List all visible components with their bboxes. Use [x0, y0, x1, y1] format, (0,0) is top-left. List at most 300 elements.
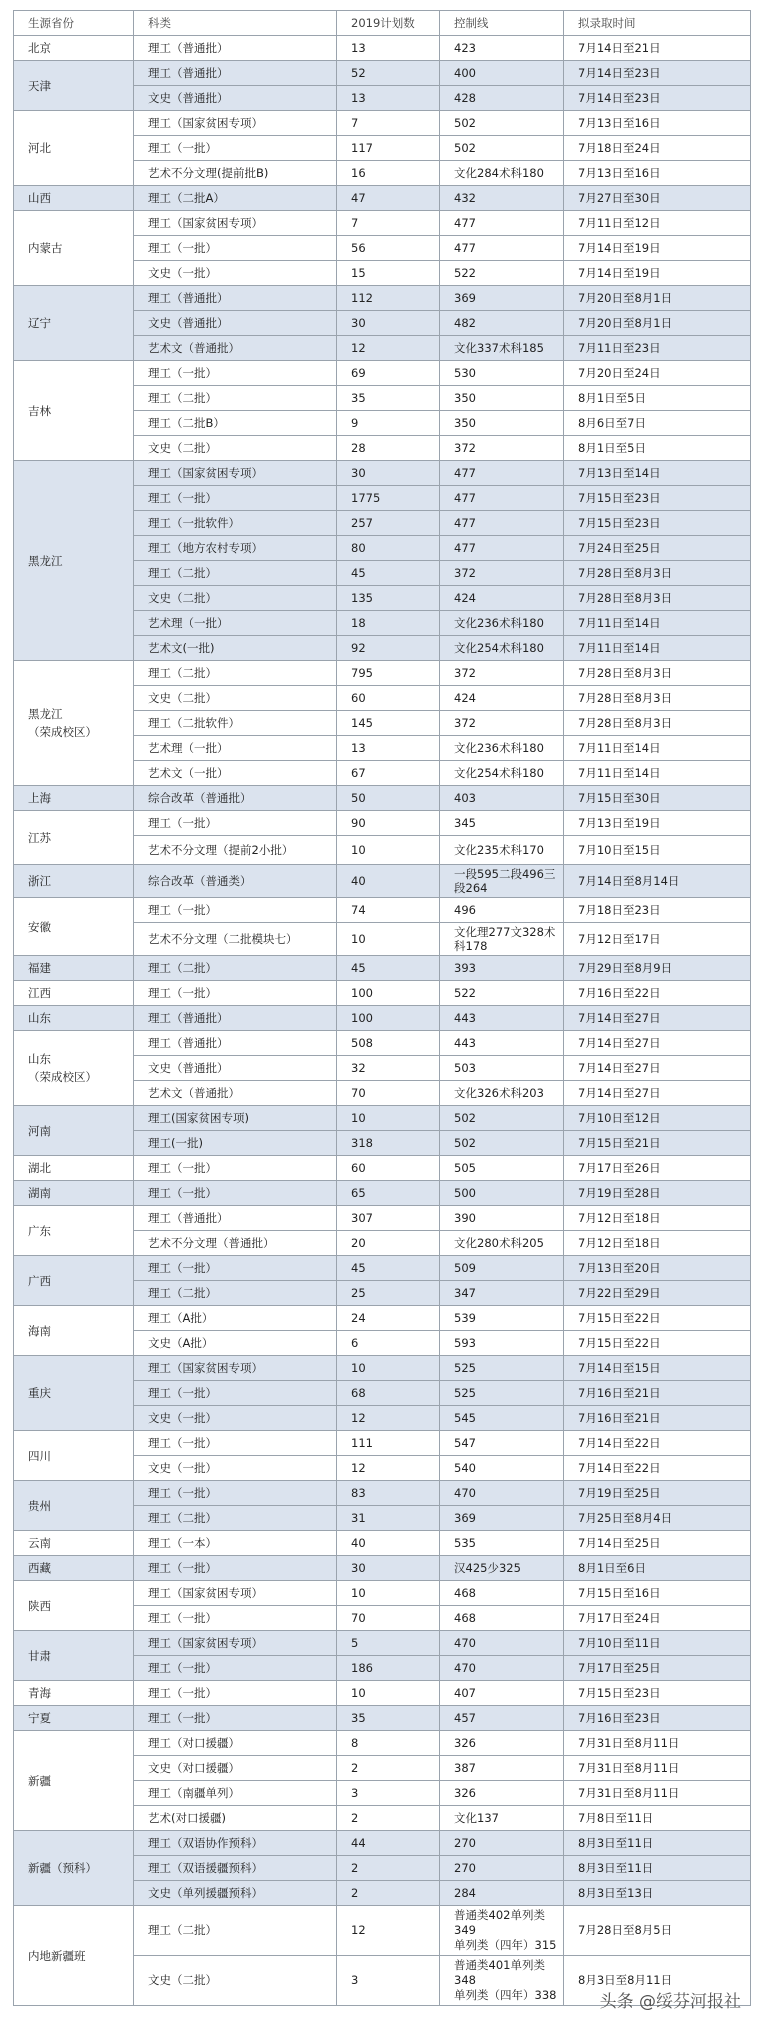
admission-time-cell: 7月15日至21日: [564, 1131, 751, 1156]
control-line-cell: 545: [440, 1406, 564, 1431]
admission-time-cell: 7月14日至27日: [564, 1081, 751, 1106]
admission-time-cell: 7月20日至8月1日: [564, 286, 751, 311]
plan-count-cell: 795: [337, 661, 440, 686]
province-cell: 山东 （荣成校区）: [14, 1031, 134, 1106]
table-row: [14, 461, 751, 486]
control-line-cell: 文化236术科180: [440, 736, 564, 761]
province-cell: 安徽: [14, 898, 134, 956]
admission-time-cell: 7月12日至18日: [564, 1206, 751, 1231]
province-cell: 西藏: [14, 1556, 134, 1581]
province-cell: 内地新疆班: [14, 1906, 134, 2006]
category-cell: 理工（一批）: [134, 1706, 337, 1731]
table-row: [14, 1156, 751, 1181]
admission-time-cell: 7月12日至18日: [564, 1231, 751, 1256]
plan-count-cell: 30: [337, 1556, 440, 1581]
category-cell: 理工（国家贫困专项）: [134, 111, 337, 136]
category-cell: 艺术不分文理（提前2小批）: [134, 836, 337, 865]
admission-time-cell: 7月11日至12日: [564, 211, 751, 236]
control-line-cell: 403: [440, 786, 564, 811]
control-line-cell: 汉425少325: [440, 1556, 564, 1581]
province-cell: 云南: [14, 1531, 134, 1556]
control-line-cell: 普通类401单列类348 单列类（四年）338: [440, 1956, 564, 2006]
admission-time-cell: 7月28日至8月3日: [564, 711, 751, 736]
category-cell: 理工（普通批）: [134, 1031, 337, 1056]
control-line-cell: 443: [440, 1006, 564, 1031]
admission-time-cell: 7月12日至17日: [564, 923, 751, 956]
admission-time-cell: 7月15日至30日: [564, 786, 751, 811]
category-cell: 理工（一批）: [134, 486, 337, 511]
admission-time-cell: 7月20日至8月1日: [564, 311, 751, 336]
plan-count-cell: 6: [337, 1331, 440, 1356]
plan-count-cell: 2: [337, 1806, 440, 1831]
admission-time-cell: 7月28日至8月5日: [564, 1906, 751, 1956]
plan-count-cell: 74: [337, 898, 440, 923]
province-cell: 江西: [14, 981, 134, 1006]
admission-time-cell: 7月27日至30日: [564, 186, 751, 211]
control-line-cell: 文化254术科180: [440, 761, 564, 786]
control-line-cell: 350: [440, 411, 564, 436]
admission-time-cell: 7月15日至22日: [564, 1331, 751, 1356]
admission-time-cell: 7月14日至15日: [564, 1356, 751, 1381]
plan-count-cell: 2: [337, 1756, 440, 1781]
category-cell: 理工（一批）: [134, 136, 337, 161]
category-cell: 理工（普通批）: [134, 1206, 337, 1231]
table-row: [14, 1581, 751, 1606]
plan-count-cell: 83: [337, 1481, 440, 1506]
plan-count-cell: 7: [337, 211, 440, 236]
control-line-cell: 400: [440, 61, 564, 86]
category-cell: 理工（国家贫困专项）: [134, 1581, 337, 1606]
category-cell: 理工（一批）: [134, 898, 337, 923]
plan-count-cell: 9: [337, 411, 440, 436]
plan-count-cell: 90: [337, 811, 440, 836]
admission-time-cell: 7月28日至8月3日: [564, 586, 751, 611]
category-cell: 文史（普通批）: [134, 311, 337, 336]
control-line-cell: 270: [440, 1831, 564, 1856]
plan-count-cell: 100: [337, 981, 440, 1006]
header-category: 科类: [134, 11, 337, 36]
admission-time-cell: 7月13日至16日: [564, 111, 751, 136]
table-row: [14, 361, 751, 386]
plan-count-cell: 2: [337, 1856, 440, 1881]
plan-count-cell: 35: [337, 386, 440, 411]
admission-time-cell: 7月11日至14日: [564, 636, 751, 661]
admission-time-cell: 7月25日至8月4日: [564, 1506, 751, 1531]
admission-time-cell: 7月18日至24日: [564, 136, 751, 161]
plan-count-cell: 111: [337, 1431, 440, 1456]
header-province: 生源省份: [14, 11, 134, 36]
category-cell: 文史（二批）: [134, 1956, 337, 2006]
control-line-cell: 普通类402单列类349 单列类（四年）315: [440, 1906, 564, 1956]
plan-count-cell: 13: [337, 36, 440, 61]
admission-time-cell: 7月29日至8月9日: [564, 956, 751, 981]
admission-time-cell: 7月17日至25日: [564, 1656, 751, 1681]
province-cell: 重庆: [14, 1356, 134, 1431]
control-line-cell: 350: [440, 386, 564, 411]
admission-time-cell: 8月3日至13日: [564, 1881, 751, 1906]
control-line-cell: 547: [440, 1431, 564, 1456]
table-row: [14, 1031, 751, 1056]
category-cell: 艺术文（普通批）: [134, 1081, 337, 1106]
admission-time-cell: 7月14日至22日: [564, 1456, 751, 1481]
admission-time-cell: 8月3日至8月11日: [564, 1956, 751, 2006]
table-row: [14, 1631, 751, 1656]
category-cell: 艺术不分文理（二批模块七）: [134, 923, 337, 956]
control-line-cell: 477: [440, 211, 564, 236]
category-cell: 理工(一批): [134, 1131, 337, 1156]
province-cell: 浙江: [14, 865, 134, 898]
plan-count-cell: 40: [337, 865, 440, 898]
table-row: [14, 1706, 751, 1731]
category-cell: 理工（A批）: [134, 1306, 337, 1331]
admission-time-cell: 7月16日至21日: [564, 1406, 751, 1431]
control-line-cell: 文化理277文328术科178: [440, 923, 564, 956]
table-row: [14, 1531, 751, 1556]
plan-count-cell: 318: [337, 1131, 440, 1156]
admission-time-cell: 7月16日至22日: [564, 981, 751, 1006]
admission-time-cell: 7月31日至8月11日: [564, 1756, 751, 1781]
province-cell: 四川: [14, 1431, 134, 1481]
admission-time-cell: 8月3日至11日: [564, 1831, 751, 1856]
control-line-cell: 539: [440, 1306, 564, 1331]
plan-count-cell: 10: [337, 1681, 440, 1706]
category-cell: 理工（一本）: [134, 1531, 337, 1556]
admission-time-cell: 7月13日至16日: [564, 161, 751, 186]
table-row: [14, 1306, 751, 1331]
category-cell: 理工（双语协作预科）: [134, 1831, 337, 1856]
plan-count-cell: 10: [337, 1356, 440, 1381]
control-line-cell: 372: [440, 436, 564, 461]
category-cell: 理工（二批）: [134, 386, 337, 411]
plan-count-cell: 20: [337, 1231, 440, 1256]
category-cell: 理工（普通批）: [134, 61, 337, 86]
table-body: [14, 36, 751, 2006]
plan-count-cell: 80: [337, 536, 440, 561]
control-line-cell: 424: [440, 686, 564, 711]
plan-count-cell: 60: [337, 686, 440, 711]
control-line-cell: 326: [440, 1781, 564, 1806]
table-row: [14, 1206, 751, 1231]
table-row: [14, 1256, 751, 1281]
control-line-cell: 525: [440, 1381, 564, 1406]
plan-count-cell: 40: [337, 1531, 440, 1556]
category-cell: 理工（一批）: [134, 1181, 337, 1206]
control-line-cell: 347: [440, 1281, 564, 1306]
category-cell: 艺术不分文理（普通批）: [134, 1231, 337, 1256]
admission-time-cell: 8月1日至5日: [564, 436, 751, 461]
plan-count-cell: 15: [337, 261, 440, 286]
control-line-cell: 326: [440, 1731, 564, 1756]
category-cell: 理工（一批）: [134, 811, 337, 836]
admission-time-cell: 7月28日至8月3日: [564, 686, 751, 711]
table-row: [14, 898, 751, 923]
category-cell: 理工（二批）: [134, 1281, 337, 1306]
category-cell: 理工（二批）: [134, 561, 337, 586]
control-line-cell: 文化235术科170: [440, 836, 564, 865]
control-line-cell: 345: [440, 811, 564, 836]
control-line-cell: 500: [440, 1181, 564, 1206]
control-line-cell: 407: [440, 1681, 564, 1706]
control-line-cell: 468: [440, 1606, 564, 1631]
admission-time-cell: 7月15日至23日: [564, 511, 751, 536]
admission-table-container: [13, 10, 750, 2006]
table-row: [14, 111, 751, 136]
plan-count-cell: 69: [337, 361, 440, 386]
plan-count-cell: 508: [337, 1031, 440, 1056]
admission-time-cell: 7月18日至23日: [564, 898, 751, 923]
plan-count-cell: 16: [337, 161, 440, 186]
control-line-cell: 502: [440, 111, 564, 136]
control-line-cell: 423: [440, 36, 564, 61]
header-control-line: 控制线: [440, 11, 564, 36]
category-cell: 理工（普通批）: [134, 36, 337, 61]
admission-time-cell: 7月14日至27日: [564, 1031, 751, 1056]
table-row: [14, 211, 751, 236]
control-line-cell: 503: [440, 1056, 564, 1081]
province-cell: 青海: [14, 1681, 134, 1706]
plan-count-cell: 45: [337, 1256, 440, 1281]
control-line-cell: 文化284术科180: [440, 161, 564, 186]
control-line-cell: 文化280术科205: [440, 1231, 564, 1256]
table-row: [14, 661, 751, 686]
control-line-cell: 文化254术科180: [440, 636, 564, 661]
category-cell: 理工（一批）: [134, 1431, 337, 1456]
admission-time-cell: 7月11日至23日: [564, 336, 751, 361]
control-line-cell: 470: [440, 1481, 564, 1506]
category-cell: 理工（二批）: [134, 661, 337, 686]
admission-time-cell: 7月31日至8月11日: [564, 1731, 751, 1756]
plan-count-cell: 18: [337, 611, 440, 636]
category-cell: 文史（普通批）: [134, 86, 337, 111]
control-line-cell: 443: [440, 1031, 564, 1056]
plan-count-cell: 28: [337, 436, 440, 461]
table-row: [14, 1006, 751, 1031]
plan-count-cell: 35: [337, 1706, 440, 1731]
category-cell: 文史（二批）: [134, 686, 337, 711]
province-cell: 天津: [14, 61, 134, 111]
province-cell: 北京: [14, 36, 134, 61]
province-cell: 黑龙江: [14, 461, 134, 661]
category-cell: 理工（一批）: [134, 236, 337, 261]
admission-time-cell: 7月13日至14日: [564, 461, 751, 486]
province-cell: 海南: [14, 1306, 134, 1356]
control-line-cell: 502: [440, 136, 564, 161]
control-line-cell: 文化137: [440, 1806, 564, 1831]
table-row: [14, 1731, 751, 1756]
admission-time-cell: 7月19日至25日: [564, 1481, 751, 1506]
admission-time-cell: 7月14日至25日: [564, 1531, 751, 1556]
admission-time-cell: 7月10日至12日: [564, 1106, 751, 1131]
admission-time-cell: 8月3日至11日: [564, 1856, 751, 1881]
plan-count-cell: 1775: [337, 486, 440, 511]
category-cell: 理工（双语援疆预科）: [134, 1856, 337, 1881]
control-line-cell: 477: [440, 536, 564, 561]
control-line-cell: 535: [440, 1531, 564, 1556]
plan-count-cell: 45: [337, 561, 440, 586]
admission-time-cell: 7月14日至8月14日: [564, 865, 751, 898]
plan-count-cell: 25: [337, 1281, 440, 1306]
admission-time-cell: 7月10日至15日: [564, 836, 751, 865]
province-cell: 江苏: [14, 811, 134, 865]
category-cell: 理工（一批）: [134, 1606, 337, 1631]
province-cell: 辽宁: [14, 286, 134, 361]
table-row: [14, 61, 751, 86]
admission-time-cell: 7月28日至8月3日: [564, 661, 751, 686]
province-cell: 甘肃: [14, 1631, 134, 1681]
category-cell: 理工（二批）: [134, 956, 337, 981]
category-cell: 理工（一批）: [134, 981, 337, 1006]
plan-count-cell: 100: [337, 1006, 440, 1031]
plan-count-cell: 13: [337, 736, 440, 761]
plan-count-cell: 10: [337, 923, 440, 956]
table-row: [14, 811, 751, 836]
province-cell: 广西: [14, 1256, 134, 1306]
admission-time-cell: 7月14日至22日: [564, 1431, 751, 1456]
plan-count-cell: 135: [337, 586, 440, 611]
control-line-cell: 530: [440, 361, 564, 386]
plan-count-cell: 50: [337, 786, 440, 811]
plan-count-cell: 10: [337, 836, 440, 865]
table-row: [14, 286, 751, 311]
control-line-cell: 文化326术科203: [440, 1081, 564, 1106]
plan-count-cell: 257: [337, 511, 440, 536]
province-cell: 宁夏: [14, 1706, 134, 1731]
table-row: [14, 1431, 751, 1456]
control-line-cell: 502: [440, 1106, 564, 1131]
admission-time-cell: 7月19日至28日: [564, 1181, 751, 1206]
province-cell: 湖北: [14, 1156, 134, 1181]
admission-time-cell: 7月11日至14日: [564, 736, 751, 761]
category-cell: 艺术文(一批): [134, 636, 337, 661]
control-line-cell: 424: [440, 586, 564, 611]
table-row: [14, 1556, 751, 1581]
table-row: [14, 1181, 751, 1206]
admission-time-cell: 7月14日至19日: [564, 236, 751, 261]
control-line-cell: 540: [440, 1456, 564, 1481]
control-line-cell: 470: [440, 1631, 564, 1656]
admission-table: [13, 10, 751, 2006]
province-cell: 内蒙古: [14, 211, 134, 286]
control-line-cell: 502: [440, 1131, 564, 1156]
admission-time-cell: 7月14日至27日: [564, 1006, 751, 1031]
plan-count-cell: 5: [337, 1631, 440, 1656]
category-cell: 理工（一批软件）: [134, 511, 337, 536]
category-cell: 文史（一批）: [134, 1456, 337, 1481]
control-line-cell: 270: [440, 1856, 564, 1881]
control-line-cell: 文化337术科185: [440, 336, 564, 361]
category-cell: 理工（一批）: [134, 1656, 337, 1681]
table-row: [14, 1106, 751, 1131]
control-line-cell: 文化236术科180: [440, 611, 564, 636]
province-cell: 上海: [14, 786, 134, 811]
control-line-cell: 一段595二段496三段264: [440, 865, 564, 898]
category-cell: 艺术(对口援疆): [134, 1806, 337, 1831]
plan-count-cell: 56: [337, 236, 440, 261]
admission-time-cell: 7月17日至24日: [564, 1606, 751, 1631]
category-cell: 理工（一批）: [134, 1256, 337, 1281]
control-line-cell: 393: [440, 956, 564, 981]
province-cell: 广东: [14, 1206, 134, 1256]
control-line-cell: 372: [440, 561, 564, 586]
plan-count-cell: 60: [337, 1156, 440, 1181]
plan-count-cell: 3: [337, 1956, 440, 2006]
category-cell: 综合改革（普通批）: [134, 786, 337, 811]
table-row: [14, 1906, 751, 1956]
admission-time-cell: 7月11日至14日: [564, 611, 751, 636]
province-cell: 河南: [14, 1106, 134, 1156]
plan-count-cell: 117: [337, 136, 440, 161]
admission-time-cell: 7月15日至23日: [564, 486, 751, 511]
control-line-cell: 369: [440, 286, 564, 311]
category-cell: 艺术文（一批）: [134, 761, 337, 786]
category-cell: 理工（一批）: [134, 1381, 337, 1406]
admission-time-cell: 7月14日至19日: [564, 261, 751, 286]
category-cell: 理工（二批）: [134, 1506, 337, 1531]
plan-count-cell: 8: [337, 1731, 440, 1756]
table-row: [14, 786, 751, 811]
category-cell: 理工（普通批）: [134, 1006, 337, 1031]
control-line-cell: 522: [440, 261, 564, 286]
table-row: [14, 1831, 751, 1856]
admission-time-cell: 7月14日至21日: [564, 36, 751, 61]
admission-time-cell: 7月20日至24日: [564, 361, 751, 386]
control-line-cell: 457: [440, 1706, 564, 1731]
control-line-cell: 525: [440, 1356, 564, 1381]
category-cell: 理工（南疆单列）: [134, 1781, 337, 1806]
province-cell: 福建: [14, 956, 134, 981]
category-cell: 理工（二批A）: [134, 186, 337, 211]
admission-time-cell: 7月28日至8月3日: [564, 561, 751, 586]
category-cell: 文史（一批）: [134, 261, 337, 286]
category-cell: 理工（国家贫困专项）: [134, 211, 337, 236]
category-cell: 理工（国家贫困专项）: [134, 461, 337, 486]
admission-time-cell: 7月16日至21日: [564, 1381, 751, 1406]
header-plan-count: 2019计划数: [337, 11, 440, 36]
category-cell: 理工（一批）: [134, 1556, 337, 1581]
admission-time-cell: 8月6日至7日: [564, 411, 751, 436]
admission-time-cell: 7月16日至23日: [564, 1706, 751, 1731]
plan-count-cell: 92: [337, 636, 440, 661]
admission-time-cell: 7月14日至27日: [564, 1056, 751, 1081]
table-row: [14, 36, 751, 61]
control-line-cell: 390: [440, 1206, 564, 1231]
admission-time-cell: 7月17日至26日: [564, 1156, 751, 1181]
category-cell: 理工（普通批）: [134, 286, 337, 311]
category-cell: 理工（一批）: [134, 361, 337, 386]
province-cell: 黑龙江 （荣成校区）: [14, 661, 134, 786]
plan-count-cell: 52: [337, 61, 440, 86]
control-line-cell: 509: [440, 1256, 564, 1281]
plan-count-cell: 32: [337, 1056, 440, 1081]
plan-count-cell: 45: [337, 956, 440, 981]
admission-time-cell: 8月1日至5日: [564, 386, 751, 411]
control-line-cell: 428: [440, 86, 564, 111]
plan-count-cell: 31: [337, 1506, 440, 1531]
plan-count-cell: 24: [337, 1306, 440, 1331]
table-row: [14, 1681, 751, 1706]
control-line-cell: 372: [440, 711, 564, 736]
plan-count-cell: 10: [337, 1106, 440, 1131]
category-cell: 艺术理（一批）: [134, 736, 337, 761]
control-line-cell: 470: [440, 1656, 564, 1681]
table-row: [14, 956, 751, 981]
category-cell: 理工（二批软件）: [134, 711, 337, 736]
control-line-cell: 284: [440, 1881, 564, 1906]
control-line-cell: 372: [440, 661, 564, 686]
category-cell: 文史（一批）: [134, 1406, 337, 1431]
control-line-cell: 505: [440, 1156, 564, 1181]
category-cell: 艺术文（普通批）: [134, 336, 337, 361]
